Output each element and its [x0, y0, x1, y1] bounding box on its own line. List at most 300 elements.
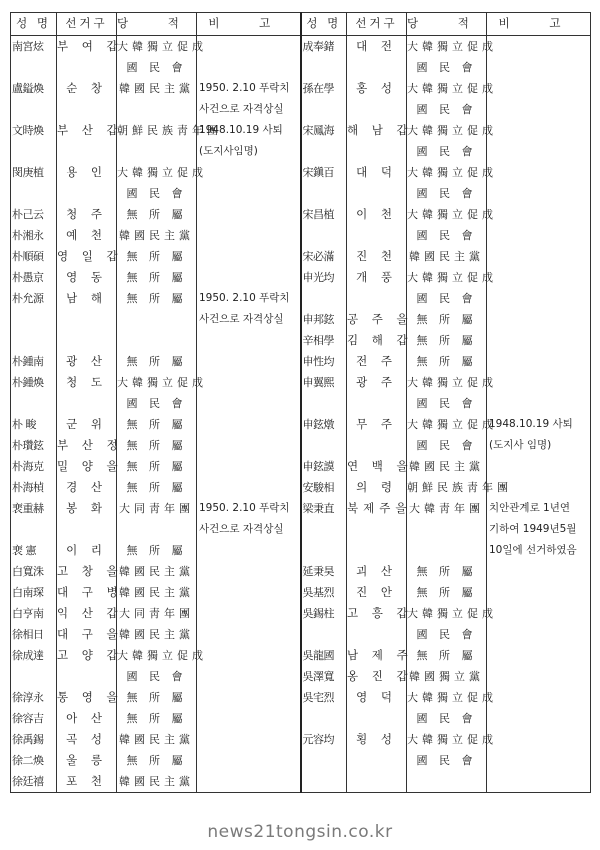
left-party-cell: 韓國民主黨 — [117, 624, 197, 645]
left-district-cell — [57, 183, 117, 204]
left-note-cell — [197, 540, 301, 561]
left-name-cell: 徐禹錫 — [11, 729, 57, 750]
right-note-cell: 치안관계로 1년연 — [487, 498, 591, 519]
left-party-cell — [117, 519, 197, 540]
left-name-cell: 朴鍾南 — [11, 351, 57, 372]
left-note-cell — [197, 204, 301, 225]
right-party-cell: 無 所 屬 — [407, 561, 487, 582]
left-party-cell: 國 民 會 — [117, 183, 197, 204]
right-note-cell — [487, 708, 591, 729]
table-row — [11, 351, 591, 372]
right-name-cell — [301, 708, 347, 729]
table-row — [11, 666, 591, 687]
right-name-cell — [301, 99, 347, 120]
right-name-cell: 申翼熙 — [301, 372, 347, 393]
left-note-cell: 사건으로 자격상실 — [197, 309, 301, 330]
right-note-cell — [487, 99, 591, 120]
right-district-cell: 괴 산 — [347, 561, 407, 582]
table-row — [11, 36, 591, 58]
left-district-cell: 광 산 — [57, 351, 117, 372]
right-district-cell — [347, 771, 407, 793]
header-name-left: 성 명 — [11, 13, 57, 36]
watermark-text: news21tongsin.co.kr — [207, 822, 393, 842]
right-district-cell: 옹 진 갑 — [347, 666, 407, 687]
right-district-cell: 무 주 — [347, 414, 407, 435]
right-district-cell: 대 덕 — [347, 162, 407, 183]
left-party-cell: 無 所 屬 — [117, 267, 197, 288]
left-district-cell: 대 구 병 — [57, 582, 117, 603]
left-party-cell: 無 所 屬 — [117, 477, 197, 498]
right-note-cell — [487, 309, 591, 330]
left-note-cell — [197, 645, 301, 666]
table-row — [11, 162, 591, 183]
left-note-cell: 1950. 2.10 푸락치 — [197, 288, 301, 309]
left-note-cell — [197, 456, 301, 477]
left-name-cell: 閔庚植 — [11, 162, 57, 183]
table-row — [11, 750, 591, 771]
right-note-cell: 10일에 선거하였음 — [487, 540, 591, 561]
right-party-cell: 國 民 會 — [407, 141, 487, 162]
left-note-cell: (도지사임명) — [197, 141, 301, 162]
left-district-cell — [57, 330, 117, 351]
left-note-cell — [197, 708, 301, 729]
table-row — [11, 603, 591, 624]
left-district-cell — [57, 309, 117, 330]
left-name-cell: 徐相日 — [11, 624, 57, 645]
left-name-cell — [11, 309, 57, 330]
left-district-cell — [57, 393, 117, 414]
left-party-cell: 無 所 屬 — [117, 351, 197, 372]
left-note-cell — [197, 666, 301, 687]
left-district-cell: 밀 양 을 — [57, 456, 117, 477]
right-note-cell — [487, 36, 591, 58]
right-name-cell: 申鉉燉 — [301, 414, 347, 435]
left-district-cell: 군 위 — [57, 414, 117, 435]
left-district-cell: 익 산 갑 — [57, 603, 117, 624]
right-note-cell — [487, 225, 591, 246]
table-row — [11, 57, 591, 78]
table-row — [11, 372, 591, 393]
left-note-cell — [197, 225, 301, 246]
right-name-cell — [301, 435, 347, 456]
table-row — [11, 729, 591, 750]
right-district-cell — [347, 183, 407, 204]
left-party-cell — [117, 330, 197, 351]
table-row — [11, 498, 591, 519]
left-district-cell: 봉 화 — [57, 498, 117, 519]
table-body — [11, 36, 591, 793]
table-row — [11, 477, 591, 498]
right-party-cell: 朝鮮民族靑年團 — [407, 477, 487, 498]
header-district-right: 선거구 — [347, 13, 407, 36]
left-note-cell — [197, 624, 301, 645]
left-district-cell: 남 해 — [57, 288, 117, 309]
right-party-cell: 韓國民主黨 — [407, 456, 487, 477]
left-party-cell — [117, 309, 197, 330]
left-party-cell: 無 所 屬 — [117, 750, 197, 771]
left-name-cell — [11, 519, 57, 540]
left-name-cell: 裵重赫 — [11, 498, 57, 519]
left-name-cell — [11, 666, 57, 687]
right-note-cell — [487, 729, 591, 750]
table-row — [11, 267, 591, 288]
right-district-cell: 김 해 갑 — [347, 330, 407, 351]
right-party-cell: 大韓獨立促成 — [407, 603, 487, 624]
table-row — [11, 456, 591, 477]
left-name-cell — [11, 141, 57, 162]
right-district-cell: 대 전 — [347, 36, 407, 58]
left-note-cell — [197, 393, 301, 414]
left-name-cell: 朴己云 — [11, 204, 57, 225]
left-name-cell: 徐淳永 — [11, 687, 57, 708]
right-party-cell — [407, 519, 487, 540]
right-party-cell: 無 所 屬 — [407, 645, 487, 666]
right-party-cell: 大韓獨立促成 — [407, 414, 487, 435]
left-district-cell: 경 산 — [57, 477, 117, 498]
right-district-cell — [347, 435, 407, 456]
left-party-cell: 無 所 屬 — [117, 414, 197, 435]
left-note-cell — [197, 246, 301, 267]
left-district-cell: 통 영 을 — [57, 687, 117, 708]
table-row — [11, 771, 591, 793]
left-district-cell: 곡 성 — [57, 729, 117, 750]
right-name-cell: 宋鎭百 — [301, 162, 347, 183]
left-name-cell: 朴海克 — [11, 456, 57, 477]
left-name-cell: 朴 畯 — [11, 414, 57, 435]
left-note-cell: 사건으로 자격상실 — [197, 99, 301, 120]
right-name-cell: 辛相學 — [301, 330, 347, 351]
right-party-cell: 大韓獨立促成 — [407, 687, 487, 708]
left-party-cell: 無 所 屬 — [117, 204, 197, 225]
table-row — [11, 687, 591, 708]
right-name-cell: 宋必滿 — [301, 246, 347, 267]
right-name-cell — [301, 540, 347, 561]
table-row — [11, 582, 591, 603]
header-note-left: 비 고 — [197, 13, 301, 36]
right-district-cell: 북제주을 — [347, 498, 407, 519]
right-party-cell: 國 民 會 — [407, 393, 487, 414]
left-name-cell: 白寬洙 — [11, 561, 57, 582]
right-party-cell: 大韓靑年團 — [407, 498, 487, 519]
left-party-cell: 大同靑年團 — [117, 498, 197, 519]
right-note-cell — [487, 141, 591, 162]
table-row — [11, 519, 591, 540]
left-note-cell — [197, 561, 301, 582]
right-name-cell: 申性均 — [301, 351, 347, 372]
table-row — [11, 120, 591, 141]
right-name-cell — [301, 57, 347, 78]
left-district-cell: 고 창 을 — [57, 561, 117, 582]
left-name-cell: 朴海楨 — [11, 477, 57, 498]
left-party-cell: 韓國民主黨 — [117, 582, 197, 603]
right-name-cell: 宋昌植 — [301, 204, 347, 225]
table-row — [11, 645, 591, 666]
right-district-cell: 해 남 갑 — [347, 120, 407, 141]
right-note-cell — [487, 330, 591, 351]
right-note-cell — [487, 561, 591, 582]
right-name-cell — [301, 393, 347, 414]
left-note-cell — [197, 36, 301, 58]
left-note-cell — [197, 414, 301, 435]
left-party-cell: 國 民 會 — [117, 57, 197, 78]
left-note-cell — [197, 582, 301, 603]
left-note-cell — [197, 750, 301, 771]
right-district-cell: 개 풍 — [347, 267, 407, 288]
right-party-cell: 國 民 會 — [407, 435, 487, 456]
right-district-cell: 광 주 — [347, 372, 407, 393]
left-name-cell: 朴湘永 — [11, 225, 57, 246]
right-district-cell — [347, 519, 407, 540]
left-name-cell: 盧鎰煥 — [11, 78, 57, 99]
right-note-cell: (도지사 임명) — [487, 435, 591, 456]
left-name-cell — [11, 330, 57, 351]
right-name-cell: 吳龍國 — [301, 645, 347, 666]
left-name-cell: 朴鍾煥 — [11, 372, 57, 393]
right-district-cell: 영 덕 — [347, 687, 407, 708]
right-party-cell: 大韓獨立促成 — [407, 204, 487, 225]
right-name-cell: 成奉鍺 — [301, 36, 347, 58]
right-name-cell — [301, 225, 347, 246]
left-name-cell — [11, 393, 57, 414]
right-note-cell — [487, 246, 591, 267]
table-row — [11, 393, 591, 414]
right-party-cell: 大韓獨立促成 — [407, 36, 487, 58]
left-district-cell: 예 천 — [57, 225, 117, 246]
right-party-cell: 國 民 會 — [407, 624, 487, 645]
left-party-cell: 無 所 屬 — [117, 288, 197, 309]
right-note-cell — [487, 372, 591, 393]
left-party-cell — [117, 99, 197, 120]
right-name-cell — [301, 771, 347, 793]
left-district-cell: 울 릉 — [57, 750, 117, 771]
right-note-cell — [487, 183, 591, 204]
right-note-cell — [487, 666, 591, 687]
left-party-cell: 大同靑年團 — [117, 603, 197, 624]
right-district-cell: 공 주 을 — [347, 309, 407, 330]
table-row — [11, 204, 591, 225]
right-note-cell — [487, 582, 591, 603]
left-party-cell: 無 所 屬 — [117, 540, 197, 561]
right-district-cell — [347, 99, 407, 120]
table-row — [11, 78, 591, 99]
table-row — [11, 435, 591, 456]
table-header-row — [11, 13, 591, 36]
right-party-cell: 國 民 會 — [407, 288, 487, 309]
right-note-cell — [487, 120, 591, 141]
left-district-cell — [57, 99, 117, 120]
left-district-cell: 청 도 — [57, 372, 117, 393]
right-district-cell: 횡 성 — [347, 729, 407, 750]
table-row — [11, 99, 591, 120]
right-note-cell — [487, 162, 591, 183]
right-district-cell — [347, 708, 407, 729]
right-party-cell: 無 所 屬 — [407, 351, 487, 372]
left-name-cell: 文時煥 — [11, 120, 57, 141]
right-note-cell — [487, 771, 591, 793]
right-note-cell: 1948.10.19 사퇴 — [487, 414, 591, 435]
right-note-cell — [487, 645, 591, 666]
left-name-cell: 南宮炫 — [11, 36, 57, 58]
left-note-cell — [197, 372, 301, 393]
table-row — [11, 309, 591, 330]
left-district-cell: 영 동 — [57, 267, 117, 288]
right-party-cell — [407, 540, 487, 561]
right-district-cell: 진 안 — [347, 582, 407, 603]
left-note-cell: 1948.10.19 사퇴 — [197, 120, 301, 141]
table-row — [11, 330, 591, 351]
left-name-cell: 朴愚京 — [11, 267, 57, 288]
right-party-cell: 大韓獨立促成 — [407, 78, 487, 99]
left-district-cell: 아 산 — [57, 708, 117, 729]
left-party-cell: 無 所 屬 — [117, 246, 197, 267]
right-party-cell: 國 民 會 — [407, 57, 487, 78]
left-district-cell — [57, 519, 117, 540]
right-name-cell — [301, 750, 347, 771]
right-note-cell — [487, 57, 591, 78]
left-district-cell: 순 창 — [57, 78, 117, 99]
header-district-left: 선거구 — [57, 13, 117, 36]
left-district-cell: 포 천 — [57, 771, 117, 793]
table-row — [11, 288, 591, 309]
right-name-cell — [301, 141, 347, 162]
left-party-cell: 國 民 會 — [117, 666, 197, 687]
right-name-cell: 申光均 — [301, 267, 347, 288]
left-party-cell: 無 所 屬 — [117, 456, 197, 477]
right-party-cell: 大韓獨立促成 — [407, 729, 487, 750]
table-row — [11, 540, 591, 561]
right-district-cell — [347, 750, 407, 771]
right-name-cell: 申鉉謨 — [301, 456, 347, 477]
left-district-cell — [57, 57, 117, 78]
right-note-cell — [487, 288, 591, 309]
left-party-cell: 大韓獨立促成 — [117, 645, 197, 666]
right-note-cell — [487, 603, 591, 624]
right-name-cell: 元容均 — [301, 729, 347, 750]
left-district-cell: 고 양 갑 — [57, 645, 117, 666]
left-district-cell: 대 구 을 — [57, 624, 117, 645]
left-name-cell: 朴允源 — [11, 288, 57, 309]
left-party-cell: 韓國民主黨 — [117, 561, 197, 582]
right-party-cell: 國 民 會 — [407, 225, 487, 246]
left-district-cell: 부 여 갑 — [57, 36, 117, 58]
left-district-cell: 부 산 정 — [57, 435, 117, 456]
right-note-cell — [487, 267, 591, 288]
left-party-cell: 大韓獨立促成 — [117, 36, 197, 58]
right-party-cell: 國 民 會 — [407, 183, 487, 204]
left-district-cell: 부 산 갑 — [57, 120, 117, 141]
header-party-right: 당 적 — [407, 13, 487, 36]
right-note-cell — [487, 456, 591, 477]
left-name-cell: 徐容吉 — [11, 708, 57, 729]
left-note-cell — [197, 57, 301, 78]
right-party-cell: 大韓獨立促成 — [407, 372, 487, 393]
left-name-cell — [11, 183, 57, 204]
right-name-cell — [301, 624, 347, 645]
member-table — [10, 12, 591, 793]
left-party-cell: 無 所 屬 — [117, 435, 197, 456]
left-name-cell: 朴順碩 — [11, 246, 57, 267]
left-party-cell: 無 所 屬 — [117, 687, 197, 708]
right-district-cell: 진 천 — [347, 246, 407, 267]
left-note-cell: 사건으로 자격상실 — [197, 519, 301, 540]
right-party-cell: 韓國獨立黨 — [407, 666, 487, 687]
right-party-cell — [407, 771, 487, 793]
left-note-cell — [197, 330, 301, 351]
table-row — [11, 414, 591, 435]
right-party-cell: 無 所 屬 — [407, 330, 487, 351]
left-party-cell — [117, 141, 197, 162]
left-party-cell: 韓國民主黨 — [117, 771, 197, 793]
right-name-cell: 安駿相 — [301, 477, 347, 498]
right-name-cell: 孫在學 — [301, 78, 347, 99]
left-note-cell — [197, 687, 301, 708]
left-district-cell: 용 인 — [57, 162, 117, 183]
right-name-cell — [301, 183, 347, 204]
right-note-cell — [487, 351, 591, 372]
left-name-cell — [11, 57, 57, 78]
right-party-cell: 大韓獨立促成 — [407, 120, 487, 141]
table-row — [11, 141, 591, 162]
right-district-cell — [347, 393, 407, 414]
right-name-cell: 吳澤寬 — [301, 666, 347, 687]
right-party-cell: 大韓獨立促成 — [407, 162, 487, 183]
left-note-cell — [197, 435, 301, 456]
left-note-cell — [197, 351, 301, 372]
right-note-cell — [487, 78, 591, 99]
left-district-cell: 영 일 갑 — [57, 246, 117, 267]
left-name-cell: 白亨南 — [11, 603, 57, 624]
left-party-cell: 朝鮮民族靑年團 — [117, 120, 197, 141]
right-district-cell — [347, 141, 407, 162]
header-party-left: 당 적 — [117, 13, 197, 36]
right-name-cell — [301, 288, 347, 309]
left-district-cell: 청 주 — [57, 204, 117, 225]
left-note-cell — [197, 267, 301, 288]
right-name-cell: 吳宅烈 — [301, 687, 347, 708]
right-district-cell: 전 주 — [347, 351, 407, 372]
left-name-cell: 朴瓚鉉 — [11, 435, 57, 456]
left-note-cell — [197, 729, 301, 750]
left-district-cell — [57, 666, 117, 687]
right-district-cell: 고 흥 갑 — [347, 603, 407, 624]
left-note-cell — [197, 162, 301, 183]
left-note-cell: 1950. 2.10 푸락치 — [197, 498, 301, 519]
right-district-cell: 남 제 주 — [347, 645, 407, 666]
right-name-cell: 吳基烈 — [301, 582, 347, 603]
left-note-cell — [197, 477, 301, 498]
right-district-cell — [347, 540, 407, 561]
left-district-cell — [57, 141, 117, 162]
right-note-cell — [487, 393, 591, 414]
right-name-cell: 梁秉直 — [301, 498, 347, 519]
header-note-right: 비 고 — [487, 13, 591, 36]
right-district-cell — [347, 288, 407, 309]
left-party-cell: 大韓獨立促成 — [117, 162, 197, 183]
right-name-cell: 延秉昊 — [301, 561, 347, 582]
right-party-cell: 無 所 屬 — [407, 582, 487, 603]
left-name-cell: 徐成達 — [11, 645, 57, 666]
right-party-cell: 大韓獨立促成 — [407, 267, 487, 288]
table-row — [11, 624, 591, 645]
left-name-cell: 白南琛 — [11, 582, 57, 603]
left-name-cell: 徐廷禧 — [11, 771, 57, 793]
header-name-right: 성 명 — [301, 13, 347, 36]
left-note-cell — [197, 603, 301, 624]
right-district-cell — [347, 624, 407, 645]
left-party-cell: 韓國民主黨 — [117, 78, 197, 99]
right-party-cell: 國 民 會 — [407, 99, 487, 120]
right-note-cell — [487, 687, 591, 708]
